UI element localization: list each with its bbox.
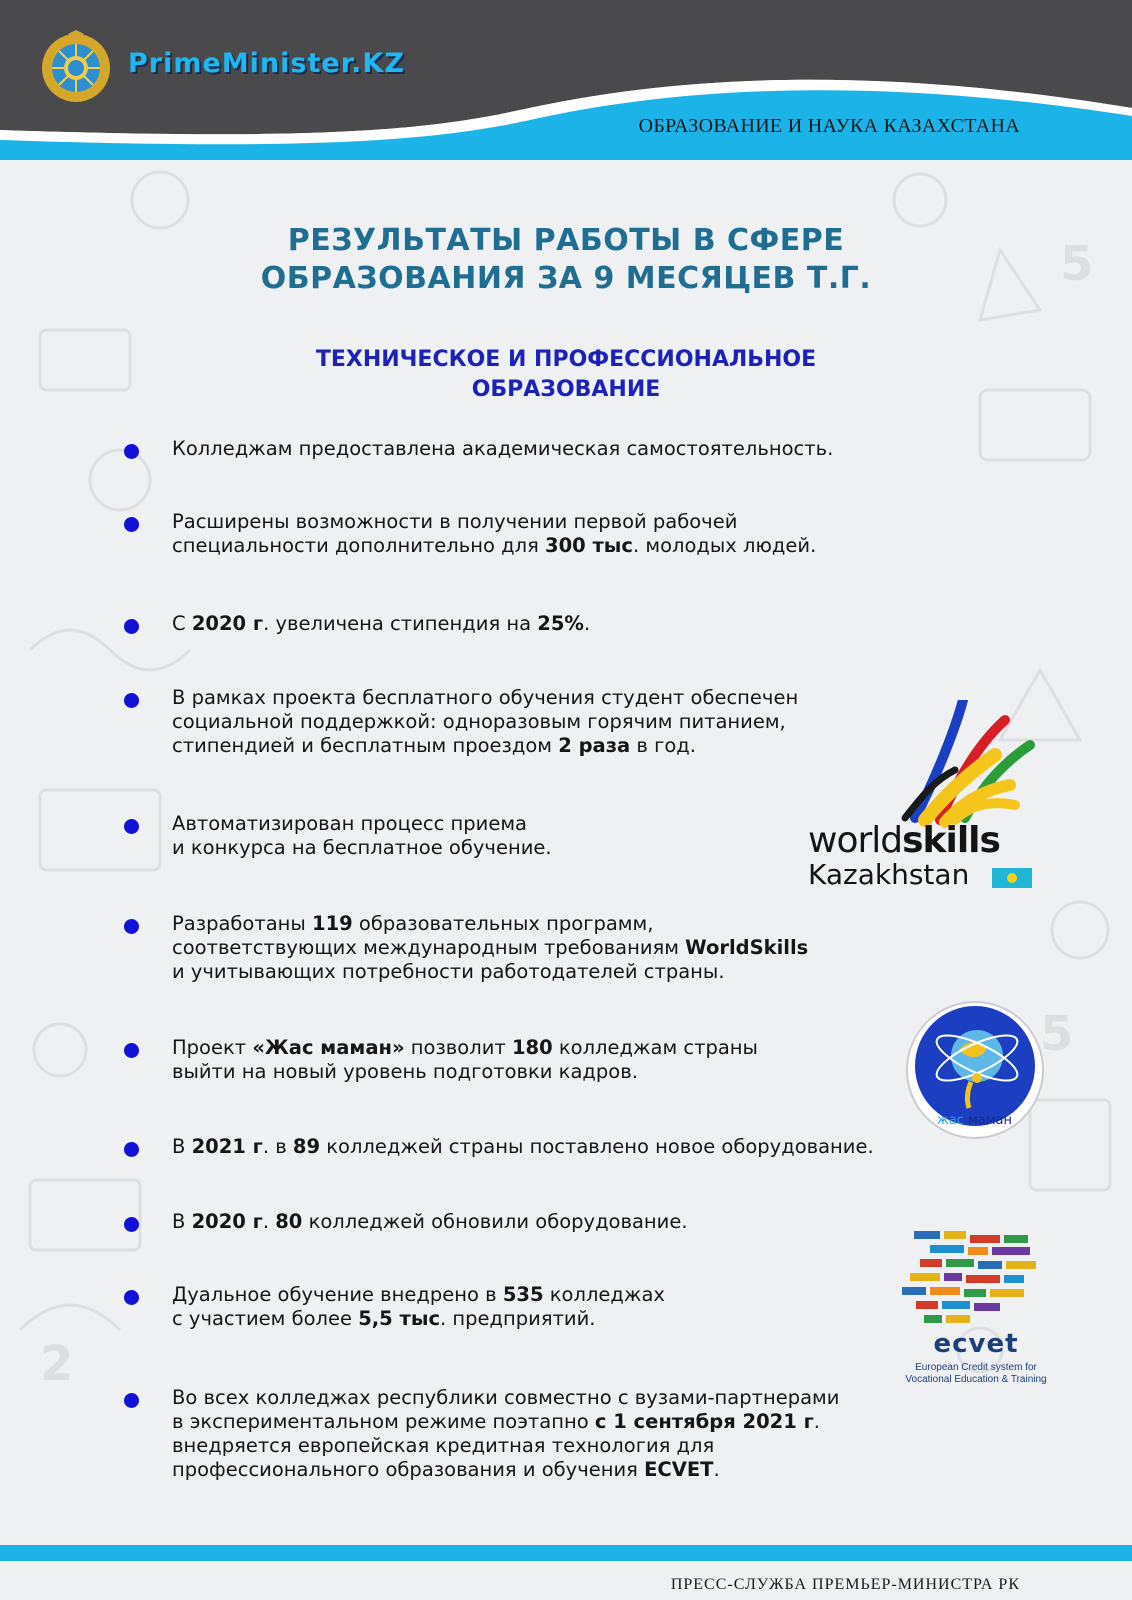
ecvet-mosaic-icon — [900, 1225, 1050, 1330]
worldskills-logo-text — [808, 822, 1000, 890]
brand-logo-text: PrimeMinister.KZ — [128, 48, 405, 79]
worldskills-word: world — [808, 820, 903, 861]
subtitle-line: ТЕХНИЧЕСКОЕ И ПРОФЕССИОНАЛЬНОЕ — [315, 347, 817, 372]
bullet-text-line: социальной поддержкой: одноразовым горячим питанием, — [172, 710, 786, 733]
footer-credit: ПРЕСС-СЛУЖБА ПРЕМЬЕР-МИНИСТРА РК — [670, 1576, 1020, 1593]
bullet-text — [172, 1210, 962, 1234]
bullet-text-line: В 2020 г. 80 колледжей обновили оборудование. — [172, 1210, 688, 1233]
bullet-dot-icon — [124, 693, 139, 708]
bullet-text-line: Колледжам предоставлена академическая самостоятельность. — [172, 437, 834, 460]
bullet-text-line: профессионального образования и обучения ECVET. — [172, 1458, 720, 1481]
bullet-text-line: В рамках проекта бесплатного обучения студент обеспечен — [172, 686, 799, 709]
bullet-text-line: с участием более 5,5 тыс. предприятий. — [172, 1307, 596, 1330]
bullet-dot-icon — [124, 919, 139, 934]
bullet-text-line: В 2021 г. в 89 колледжей страны поставлено новое оборудование. — [172, 1135, 874, 1158]
bullet-text-line: Автоматизирован процесс приема — [172, 812, 527, 835]
bullet-text-line: специальности дополнительно для 300 тыс. молодых людей. — [172, 534, 817, 557]
svg-text:5: 5 — [1060, 236, 1094, 292]
footer-band — [0, 1545, 1132, 1561]
bullet-text-line: Разработаны 119 образовательных программ, — [172, 912, 654, 935]
bullet-text-line: и конкурса на бесплатное обучение. — [172, 836, 552, 859]
bullet-text-line: Дуальное обучение внедрено в 535 колледжах — [172, 1283, 665, 1306]
bullet-text — [172, 912, 962, 984]
worldskills-country: Kazakhstan — [808, 858, 970, 891]
bullet-text — [172, 1283, 962, 1331]
page-title-line: РЕЗУЛЬТАТЫ РАБОТЫ В СФЕРЕ — [287, 223, 845, 258]
bullet-text — [172, 510, 962, 558]
subtitle-line: ОБРАЗОВАНИЕ — [471, 377, 661, 402]
jas-maman-logo-text: жас маман — [937, 1113, 1013, 1128]
bullet-dot-icon — [124, 1290, 139, 1305]
bullet-text — [172, 1386, 962, 1482]
bullet-dot-icon — [124, 1393, 139, 1408]
kazakhstan-flag-icon — [992, 868, 1032, 888]
page-title-line: ОБРАЗОВАНИЯ ЗА 9 МЕСЯЦЕВ Т.Г. — [260, 261, 872, 296]
svg-text:5: 5 — [1040, 1006, 1074, 1062]
ecvet-logo-text: ecvet — [933, 1329, 1019, 1359]
bullet-text-line: выйти на новый уровень подготовки кадров. — [172, 1060, 638, 1083]
bullet-dot-icon — [124, 1043, 139, 1058]
bullet-text — [172, 612, 962, 636]
bullet-text-line: внедряется европейская кредитная технология для — [172, 1434, 715, 1457]
bullet-dot-icon — [124, 1217, 139, 1232]
bullet-text-line: Во всех колледжах республики совместно с вузами-партнерами — [172, 1386, 840, 1409]
bullet-text — [172, 1036, 962, 1084]
bullet-text-line: Проект «Жас маман» позволит 180 колледжам страны — [172, 1036, 758, 1059]
bullet-text-line: Расширены возможности в получении первой рабочей — [172, 510, 738, 533]
bullet-text — [172, 1135, 962, 1159]
ecvet-logo-description: European Credit system for Vocational Education & Training — [905, 1362, 1047, 1385]
bullet-text-line: соответствующих международным требованиям WorldSkills — [172, 936, 809, 959]
bullet-dot-icon — [124, 444, 139, 459]
bullet-text — [172, 437, 962, 461]
worldskills-word-bold: skills — [902, 820, 1000, 861]
svg-text:2: 2 — [40, 1336, 74, 1392]
bullet-dot-icon — [124, 819, 139, 834]
bullet-text-line: стипендией и бесплатным проездом 2 раза в год. — [172, 734, 696, 757]
bullet-text-line: в экспериментальном режиме поэтапно с 1 сентября 2021 г. — [172, 1410, 820, 1433]
bullet-text-line: и учитывающих потребности работодателей страны. — [172, 960, 725, 983]
section-name: ОБРАЗОВАНИЕ И НАУКА КАЗАХСТАНА — [638, 115, 1020, 137]
bullet-dot-icon — [124, 1142, 139, 1157]
bullet-text-line: С 2020 г. увеличена стипендия на 25%. — [172, 612, 591, 635]
bullet-dot-icon — [124, 619, 139, 634]
bullet-dot-icon — [124, 517, 139, 532]
